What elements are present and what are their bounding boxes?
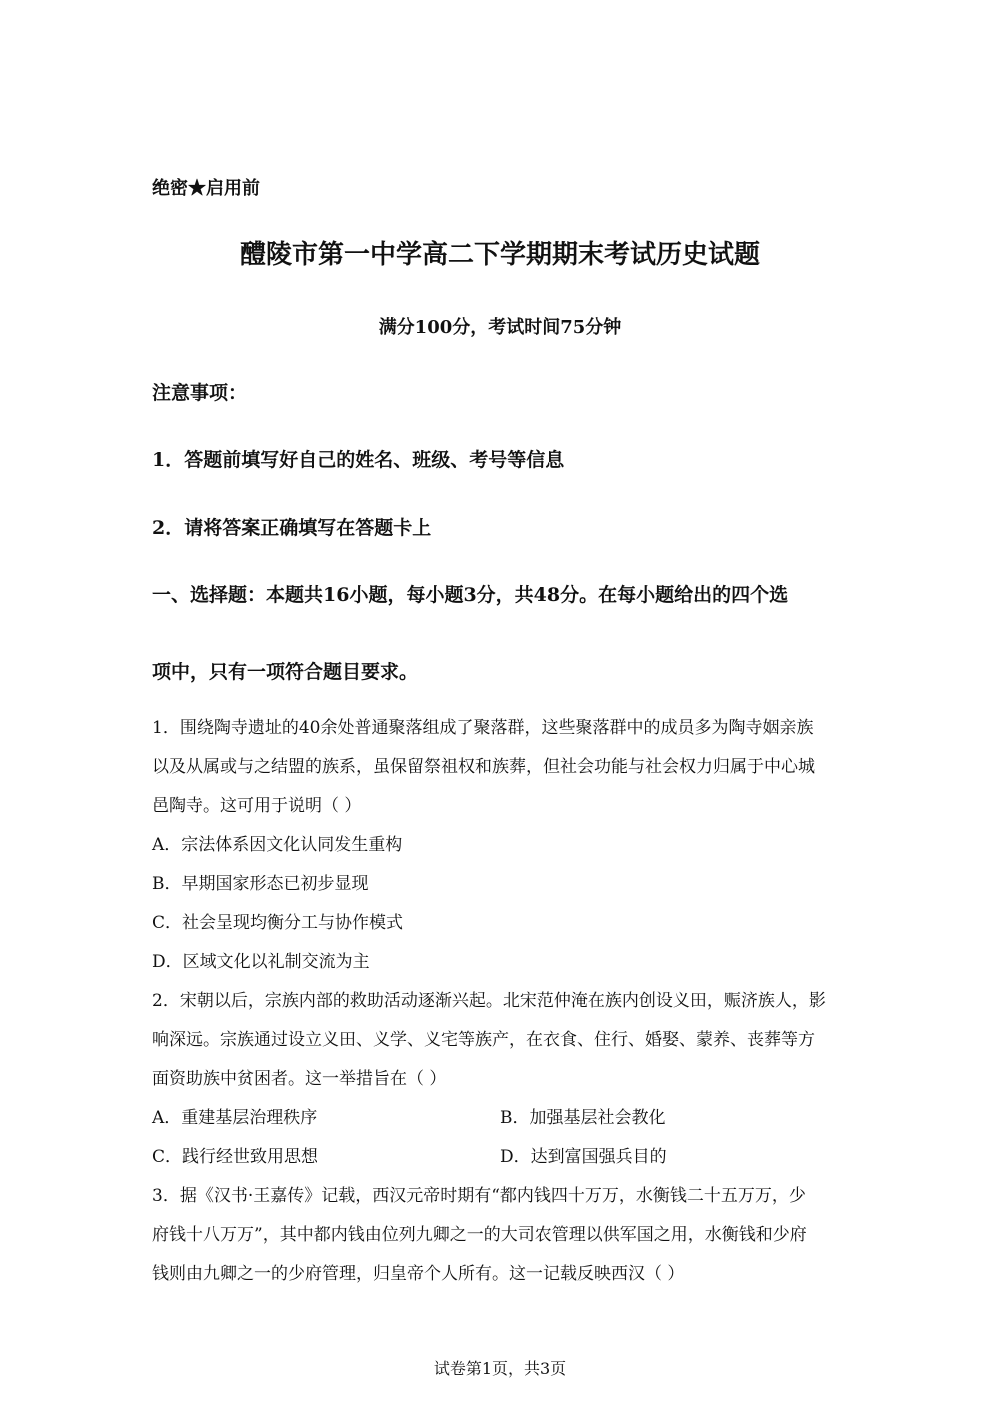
confidential-mark: 绝密★启用前: [152, 178, 260, 199]
question-3-stem-line: 府钱十八万万”，其中都内钱由位列九卿之一的大司农管理以供军国之用，水衡钱和少府: [152, 1225, 807, 1245]
question-2-stem-line: 2．宋朝以后，宗族内部的救助活动逐渐兴起。北宋范仲淹在族内创设义田，赈济族人，影: [152, 991, 826, 1011]
question-1-stem-line: 邑陶寺。这可用于说明（ ）: [152, 796, 362, 816]
question-1-option-d: D．区域文化以礼制交流为主: [152, 952, 370, 972]
question-2-option-a: A．重建基层治理秩序: [152, 1108, 318, 1128]
question-2-option-b: B．加强基层社会教化: [500, 1108, 666, 1128]
question-2-stem-line: 响深远。宗族通过设立义田、义学、义宅等族产，在衣食、住行、婚娶、蒙养、丧葬等方: [152, 1030, 815, 1050]
note-item: 1．答题前填写好自己的姓名、班级、考号等信息: [152, 449, 565, 471]
exam-subtitle: 满分100分，考试时间75分钟: [378, 317, 622, 338]
note-item: 2．请将答案正确填写在答题卡上: [152, 517, 432, 539]
notes-heading: 注意事项：: [152, 382, 248, 404]
question-2-option-d: D．达到富国强兵目的: [500, 1147, 667, 1167]
question-1-stem-line: 1．围绕陶寺遗址的40余处普通聚落组成了聚落群，这些聚落群中的成员多为陶寺姻亲族: [152, 718, 814, 738]
exam-title: 醴陵市第一中学高二下学期期末考试历史试题: [239, 240, 760, 270]
question-3-stem-line: 3．据《汉书·王嘉传》记载，西汉元帝时期有“都内钱四十万万，水衡钱二十五万万，少: [152, 1186, 806, 1206]
section-heading-line: 项中，只有一项符合题目要求。: [152, 661, 419, 683]
section-heading-line: 一、选择题：本题共16小题，每小题3分，共48分。在每小题给出的四个选: [152, 584, 789, 606]
question-1-option-c: C．社会呈现均衡分工与协作模式: [152, 913, 404, 933]
question-1-stem-line: 以及从属或与之结盟的族系，虽保留祭祖权和族葬，但社会功能与社会权力归属于中心城: [152, 757, 815, 777]
page-footer: 试卷第1页，共3页: [433, 1359, 567, 1378]
question-2-stem-line: 面资助族中贫困者。这一举措旨在（ ）: [152, 1069, 447, 1089]
question-2-option-c: C．践行经世致用思想: [152, 1147, 319, 1167]
question-1-option-b: B．早期国家形态已初步显现: [152, 874, 369, 894]
question-1-option-a: A．宗法体系因文化认同发生重构: [152, 835, 403, 855]
question-3-stem-line: 钱则由九卿之一的少府管理，归皇帝个人所有。这一记载反映西汉（ ）: [152, 1264, 685, 1284]
